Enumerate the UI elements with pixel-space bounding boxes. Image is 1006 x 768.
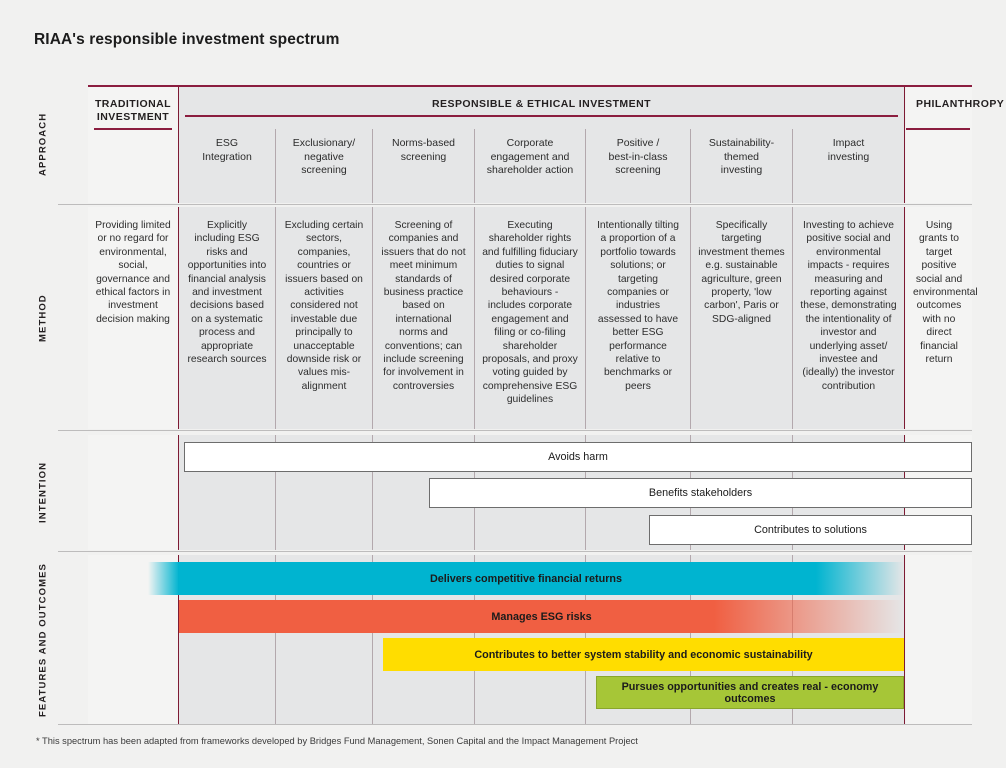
group-divider-responsible-philanthropy — [904, 87, 905, 203]
band-rule-bottom — [58, 724, 972, 725]
col-divider-norms-corporate — [474, 129, 475, 203]
col-divider-esg-exclusionary — [275, 129, 276, 203]
feature-bar-manages-esg-risks — [179, 600, 904, 633]
col-divider-positive-sustainability — [690, 129, 691, 203]
column-header-sustainability: Sustainability- themed investing — [708, 137, 775, 176]
band-rule-intention-features — [58, 551, 972, 552]
chart-body — [58, 85, 1005, 725]
method-divider-2 — [372, 207, 373, 429]
intention-bar-avoids-harm: Avoids harm — [184, 442, 972, 472]
method-divider-1 — [275, 207, 276, 429]
row-label-intention: INTENTION — [37, 461, 49, 524]
method-cell-sustainability: Specifically targeting investment themes e.g. sustainable agriculture, green property, 'low carbon', Paris or SDG-aligned — [691, 207, 792, 429]
column-header-esg-l2: Integration — [202, 150, 252, 163]
feature-bar-real-economy-outcomes — [596, 676, 904, 709]
column-header-impact: Impact investing — [827, 137, 870, 163]
method-divider-philanthropy — [904, 207, 905, 429]
group-label-responsible: RESPONSIBLE & ETHICAL INVESTMENT — [432, 98, 651, 110]
row-label-features: FEATURES AND OUTCOMES — [37, 563, 49, 717]
footnote: * This spectrum has been adapted from frameworks developed by Bridges Fund Management, Sonen Capital and the Impact Management Project — [36, 736, 638, 746]
method-cell-norms: Screening of companies and issuers that do not meet minimum standards of business practice based on international norms and conventions; can include screening for involvement in controversies — [373, 207, 474, 429]
method-divider-6 — [792, 207, 793, 429]
intention-bg-traditional — [88, 435, 178, 550]
features-band — [58, 555, 972, 725]
feature-bar-real-economy-outcomes-label: Pursues opportunities and creates real - economy outcomes — [621, 680, 879, 705]
column-header-esg-l1: ESG — [215, 137, 239, 149]
method-cell-corporate: Executing shareholder rights and fulfilling fiduciary duties to signal desired corporate behaviours - includes corporate engagement and filing or co-filing shareholder proposals, and proxy voting guided by comprehensive ESG guidelines — [475, 207, 585, 429]
row-label-rail — [28, 85, 58, 725]
group-underline-traditional — [94, 128, 172, 130]
spectrum-chart — [28, 85, 1005, 725]
method-divider-3 — [474, 207, 475, 429]
features-divider-philanthropy — [904, 555, 905, 725]
method-cell-philanthropy: Using grants to target positive social and environmental outcomes with no direct financial return — [906, 207, 972, 429]
feature-bar-system-stability-label: Contributes to better system stability and economic sustainability — [474, 648, 813, 661]
method-cell-traditional: Providing limited or no regard for environmental, social, governance and ethical factors in investment decision making — [88, 207, 178, 429]
col-divider-corporate-positive — [585, 129, 586, 203]
group-traditional-investment — [88, 87, 178, 203]
band-rule-method-intention — [58, 430, 972, 431]
method-divider-5 — [690, 207, 691, 429]
group-underline-philanthropy — [906, 128, 970, 130]
feature-bar-financial-returns — [148, 562, 904, 595]
group-divider-traditional-responsible — [178, 87, 179, 203]
approach-band — [58, 85, 1005, 203]
features-bg-philanthropy — [906, 555, 972, 725]
method-band — [58, 207, 978, 429]
row-label-approach: APPROACH — [37, 112, 49, 176]
intention-bar-contributes-to-solutions: Contributes to solutions — [649, 515, 972, 545]
method-divider-traditional — [178, 207, 179, 429]
intention-bar-benefits-stakeholders: Benefits stakeholders — [429, 478, 972, 508]
method-divider-4 — [585, 207, 586, 429]
column-header-norms: Norms-based screening — [391, 137, 456, 163]
column-header-esg — [179, 137, 275, 164]
col-divider-sustainability-impact — [792, 129, 793, 203]
group-label-traditional — [88, 98, 178, 124]
page-title: RIAA's responsible investment spectrum — [34, 31, 340, 48]
feature-bar-manages-esg-risks-label: Manages ESG risks — [491, 610, 592, 623]
group-label-traditional-line1: TRADITIONAL — [94, 98, 172, 110]
method-cell-esg: Explicitly including ESG risks and opportunities into financial analysis and investment decisions based on a systematic process and appropriate research sources — [179, 207, 275, 429]
group-philanthropy — [906, 87, 1005, 203]
column-header-positive: Positive / best-in-class screening — [608, 137, 668, 176]
method-cell-positive: Intentionally tilting a proportion of a portfolio towards solutions; or targeting companies or industries assessed to have better ESG performance relative to benchmarks or peers — [586, 207, 690, 429]
method-cell-exclusionary: Excluding certain sectors, companies, countries or issuers based on activities considered not investable due principally to unacceptable downside risk or values mis-alignment — [276, 207, 372, 429]
feature-bar-financial-returns-label: Delivers competitive financial returns — [429, 572, 622, 585]
group-label-traditional-line2: INVESTMENT — [96, 111, 170, 123]
column-header-exclusionary: Exclusionary/ negative screening — [292, 137, 356, 176]
intention-band — [58, 435, 972, 550]
method-cell-impact: Investing to achieve positive social and environmental impacts - requires measuring and reporting against these, demonstrating the intentionality of investor and underlying asset/ investee and (ideally) the investor contribution — [793, 207, 904, 429]
col-divider-exclusionary-norms — [372, 129, 373, 203]
group-underline-responsible — [185, 115, 898, 117]
group-label-philanthropy: PHILANTHROPY — [916, 98, 1005, 110]
band-rule-approach-method — [58, 204, 972, 205]
column-header-corporate: Corporate engagement and shareholder action — [486, 137, 574, 176]
row-label-method: METHOD — [37, 294, 49, 342]
intention-divider-traditional — [178, 435, 179, 550]
feature-bar-system-stability — [383, 638, 904, 671]
